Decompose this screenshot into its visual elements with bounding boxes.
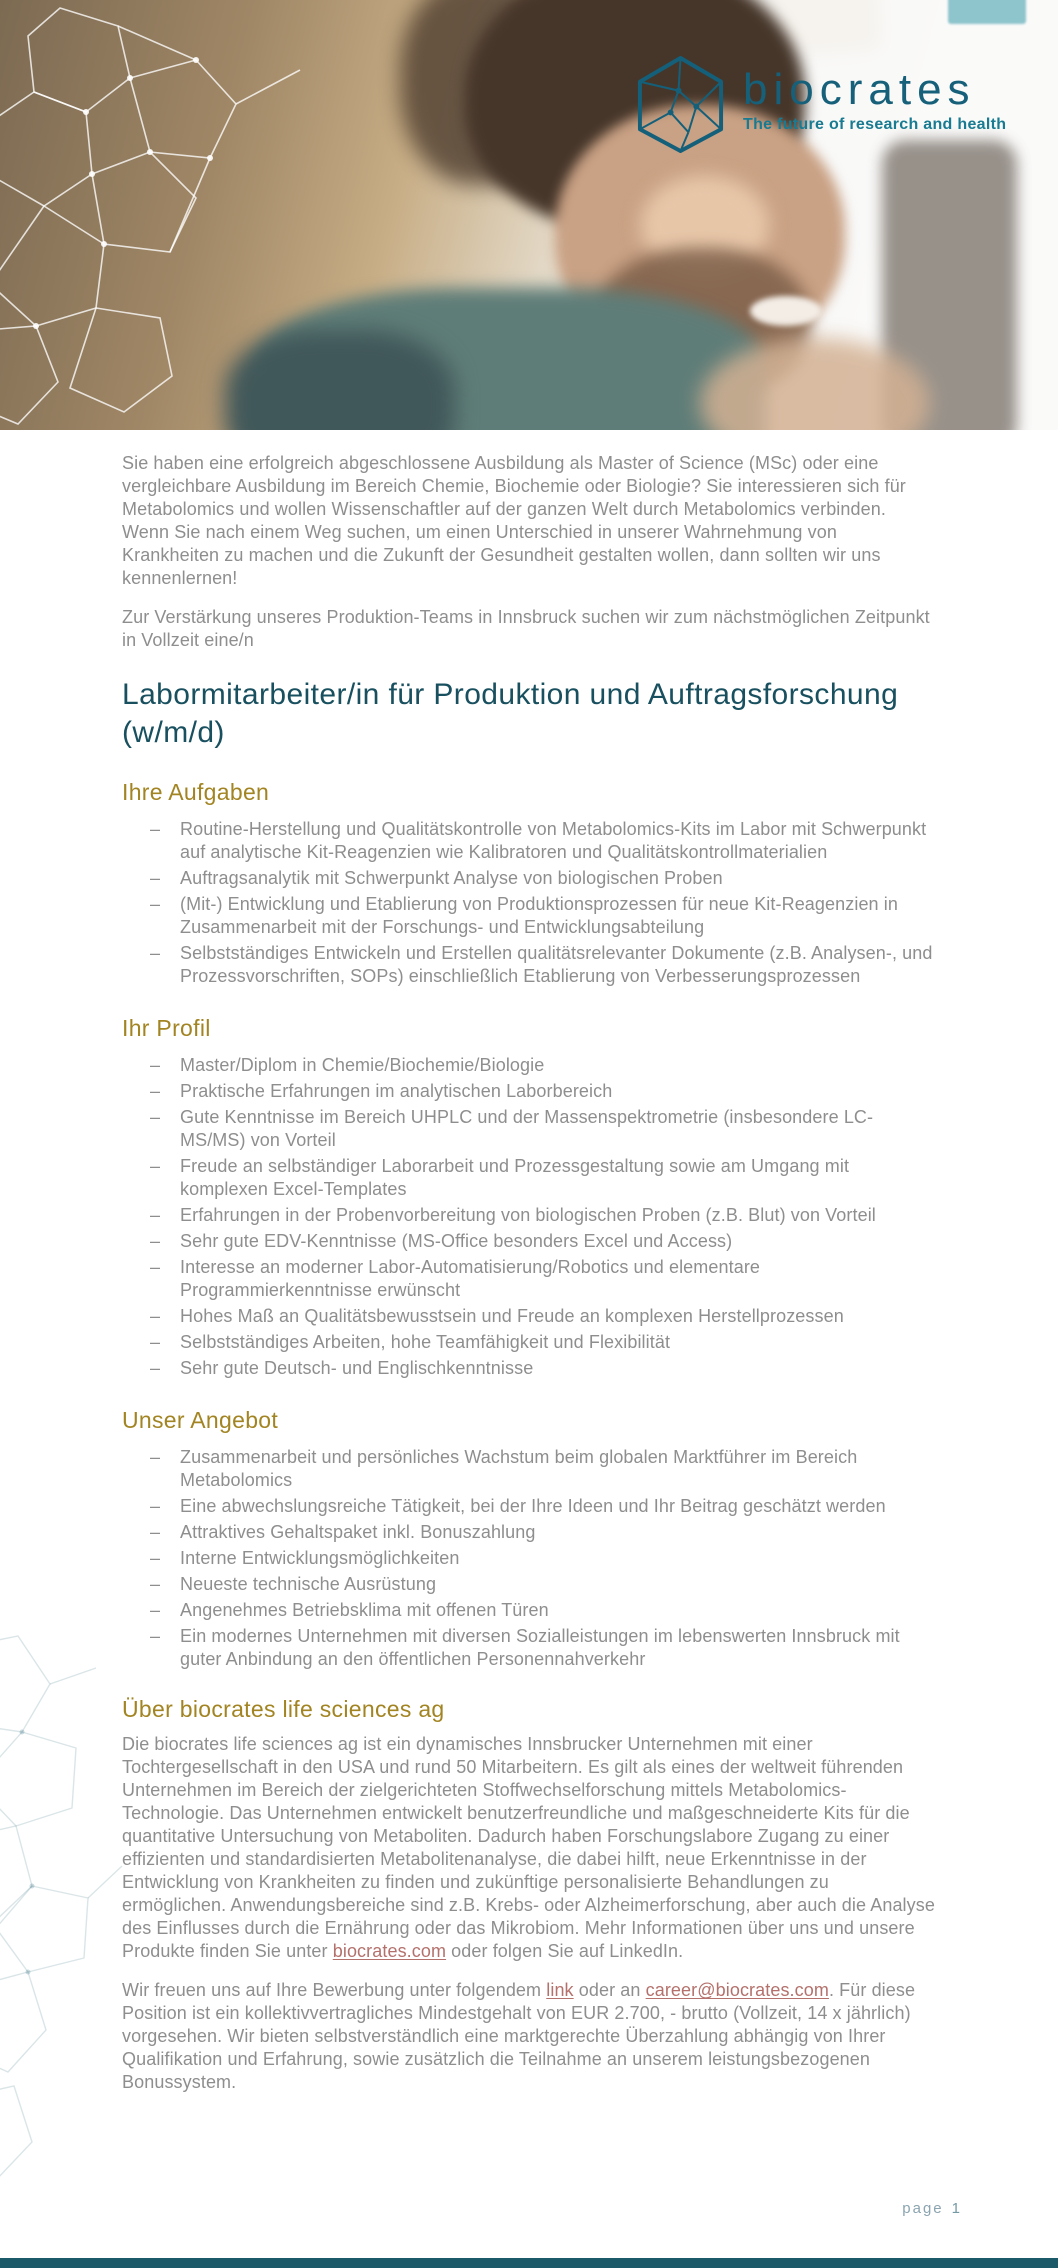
polygon-network-decoration-icon — [0, 0, 360, 430]
list-item — [122, 1204, 938, 1227]
list-item-text: Sehr gute Deutsch- und Englischkenntnisse — [180, 1358, 534, 1378]
apply-paragraph — [122, 1979, 938, 2094]
list-item-text: Auftragsanalytik mit Schwerpunkt Analyse von biologischen Proben — [180, 868, 723, 888]
list-item-text: Attraktives Gehaltspaket inkl. Bonuszahlung — [180, 1522, 536, 1542]
dash-bullet: – — [150, 819, 161, 839]
dash-bullet: – — [150, 1358, 161, 1378]
list-item — [122, 1054, 938, 1077]
list-item — [122, 1230, 938, 1253]
list-item — [122, 1521, 938, 1544]
link-application[interactable]: link — [546, 1980, 574, 2000]
dash-bullet: – — [150, 1156, 161, 1176]
list-item — [122, 1547, 938, 1570]
section-heading-profil: Ihr Profil — [122, 1015, 211, 1041]
hero-photo — [0, 0, 1058, 430]
intro-paragraph-2: Zur Verstärkung unseres Produktion-Teams in Innsbruck suchen wir zum nächstmöglichen Zeitpunkt in Vollzeit eine/n — [122, 607, 930, 650]
biocrates-logo — [633, 55, 1006, 154]
apply-text-2: oder an — [573, 1980, 646, 2000]
list-item-text: Interesse an moderner Labor-Automatisierung/Robotics und elementare Programmierkenntnisse erwünscht — [180, 1257, 761, 1300]
dash-bullet: – — [150, 1600, 161, 1620]
page-label: page — [902, 2200, 944, 2217]
document-body — [0, 430, 1058, 2094]
dash-bullet: – — [150, 868, 161, 888]
dash-bullet: – — [150, 1548, 161, 1568]
list-item — [122, 1305, 938, 1328]
dash-bullet: – — [150, 943, 161, 963]
dash-bullet: – — [150, 1107, 161, 1127]
list-item-text: Angenehmes Betriebsklima mit offenen Türen — [180, 1600, 549, 1620]
list-item — [122, 1331, 938, 1354]
dash-bullet: – — [150, 1447, 161, 1467]
about-text-1: Die biocrates life sciences ag ist ein dynamisches Innsbrucker Unternehmen mit einer Tochtergesellschaft in den USA und rund 50 Mitarbeitern. Es gilt als eines der weltweit führenden Unternehmen im Bereich der zielgerichteten Stoffwechselforschung mittels Metabolomics-Technologie. Das Unternehmen entwickelt benutzerfreundliche und maßgeschneiderte Kits für die quantitative Untersuchung von Metaboliten. Dadurch haben Forschungslabore Zugang zu einer effizienten und standardisierten Metabolitenanalyse, die dabei hilft, neue Erkenntnisse in der Entwicklung von Krankheiten zu finden und zukünftige personalisierte Behandlungen zu ermöglichen. Anwendungsbereiche sind z.B. Krebs- oder Alzheimerforschung, aber auch die Analyse des Einflusses durch die Ernährung oder das Mikrobiom. Mehr Informationen über uns und unsere Produkte finden Sie unter — [122, 1734, 935, 1961]
link-career-email[interactable]: career@biocrates.com — [645, 1980, 829, 2000]
list-item — [122, 1155, 938, 1201]
list-item — [122, 1106, 938, 1152]
intro-paragraph-1: Sie haben eine erfolgreich abgeschlossene Ausbildung als Master of Science (MSc) oder eine vergleichbare Ausbildung im Bereich Chemie, Biochemie oder Biologie? Sie interessieren sich für Metabolomics und wollen Wissenschaftler auf der ganzen Welt durch Metabolomics verbinden. Wenn Sie nach einem Weg suchen, um einen Unterschied in unserer Wahrnehmung von Krankheiten zu machen und die Zukunft der Gesundheit gestalten wollen, dann sollten wir uns kennenlernen! — [122, 453, 906, 588]
about-text-2: oder folgen Sie auf LinkedIn. — [446, 1941, 684, 1961]
logo-tagline: The future of research and health — [743, 116, 1007, 133]
profil-list — [122, 1054, 938, 1380]
page-footer — [902, 2200, 962, 2217]
list-item-text: Freude an selbständiger Laborarbeit und Prozessgestaltung sowie am Umgang mit komplexen Excel-Templates — [180, 1156, 850, 1199]
section-heading-angebot: Unser Angebot — [122, 1407, 279, 1433]
job-title: Labormitarbeiter/in für Produktion und Auftragsforschung (w/m/d) — [122, 678, 899, 749]
aufgaben-list — [122, 818, 938, 988]
link-biocrates-com[interactable]: biocrates.com — [332, 1941, 447, 1961]
polygon-decoration-bottom-icon — [0, 1628, 138, 2268]
dash-bullet: – — [150, 1205, 161, 1225]
list-item — [122, 1357, 938, 1380]
dash-bullet: – — [150, 1332, 161, 1352]
hero-man-smile — [750, 296, 822, 326]
list-item-text: Master/Diplom in Chemie/Biochemie/Biologie — [180, 1055, 545, 1075]
about-paragraph — [122, 1733, 938, 1963]
dash-bullet: – — [150, 1081, 161, 1101]
apply-text-3: . Für diese Position ist ein kollektivvertragliches Mindestgehalt von EUR 2.700, - brutto (Vollzeit, 14 x jährlich) vorgesehen. Wir bieten selbstverständlich eine marktgerechte Überzahlung abhängig von Ihrer Qualifikation und Erfahrung, sowie zusätzlich die Teilnahme an unserem leistungsbezogenen Bonussystem. — [122, 1980, 916, 2092]
list-item — [122, 1256, 938, 1302]
list-item-text: (Mit-) Entwicklung und Etablierung von Produktionsprozessen für neue Kit-Reagenzien in Zusammenarbeit mit der Forschungs- und Entwicklungsabteilung — [180, 894, 898, 937]
biocrates-hexagon-icon — [633, 55, 728, 154]
footer-teal-bar — [0, 2258, 1058, 2268]
angebot-list — [122, 1446, 938, 1671]
list-item — [122, 1446, 938, 1492]
section-heading-about: Über biocrates life sciences ag — [122, 1696, 445, 1722]
list-item-text: Eine abwechslungsreiche Tätigkeit, bei der Ihre Ideen und Ihr Beitrag geschätzt werden — [180, 1496, 886, 1516]
dash-bullet: – — [150, 1496, 161, 1516]
list-item-text: Hohes Maß an Qualitätsbewusstsein und Freude an komplexen Herstellprozessen — [180, 1306, 844, 1326]
list-item-text: Interne Entwicklungsmöglichkeiten — [180, 1548, 460, 1568]
list-item — [122, 867, 938, 890]
list-item — [122, 1495, 938, 1518]
dash-bullet: – — [150, 1306, 161, 1326]
list-item-text: Selbstständiges Arbeiten, hohe Teamfähigkeit und Flexibilität — [180, 1332, 671, 1352]
dash-bullet: – — [150, 1522, 161, 1542]
list-item-text: Selbstständiges Entwickeln und Erstellen qualitätsrelevanter Dokumente (z.B. Analysen-, und Prozessvorschriften, SOPs) einschließlich Etablierung von Verbesserungsprozessen — [180, 943, 933, 986]
section-heading-aufgaben: Ihre Aufgaben — [122, 779, 270, 805]
list-item — [122, 1573, 938, 1596]
hero-teal-sticky-note — [948, 0, 1026, 24]
list-item — [122, 818, 938, 864]
apply-text-1: Wir freuen uns auf Ihre Bewerbung unter folgendem — [122, 1980, 547, 2000]
list-item-text: Routine-Herstellung und Qualitätskontrolle von Metabolomics-Kits im Labor mit Schwerpunkt auf analytische Kit-Reagenzien wie Kalibratoren und Qualitätskontrollmaterialien — [180, 819, 927, 862]
dash-bullet: – — [150, 1574, 161, 1594]
dash-bullet: – — [150, 1626, 161, 1646]
list-item-text: Sehr gute EDV-Kenntnisse (MS-Office besonders Excel und Access) — [180, 1231, 733, 1251]
dash-bullet: – — [150, 1055, 161, 1075]
list-item-text: Praktische Erfahrungen im analytischen Laborbereich — [180, 1081, 613, 1101]
list-item-text: Neueste technische Ausrüstung — [180, 1574, 437, 1594]
list-item — [122, 1080, 938, 1103]
list-item-text: Ein modernes Unternehmen mit diversen Sozialleistungen im lebenswerten Innsbruck mit guter Anbindung an den öffentlichen Personennahverkehr — [180, 1626, 900, 1669]
list-item — [122, 1625, 938, 1671]
dash-bullet: – — [150, 894, 161, 914]
list-item — [122, 893, 938, 939]
page-number: 1 — [951, 2200, 962, 2217]
logo-wordmark: biocrates — [743, 65, 976, 114]
list-item — [122, 942, 938, 988]
list-item-text: Erfahrungen in der Probenvorbereitung von biologischen Proben (z.B. Blut) von Vorteil — [180, 1205, 876, 1225]
list-item-text: Zusammenarbeit und persönliches Wachstum beim globalen Marktführer im Bereich Metabolomics — [180, 1447, 858, 1490]
dash-bullet: – — [150, 1231, 161, 1251]
dash-bullet: – — [150, 1257, 161, 1277]
list-item — [122, 1599, 938, 1622]
list-item-text: Gute Kenntnisse im Bereich UHPLC und der Massenspektrometrie (insbesondere LC-MS/MS) von Vorteil — [180, 1107, 874, 1150]
